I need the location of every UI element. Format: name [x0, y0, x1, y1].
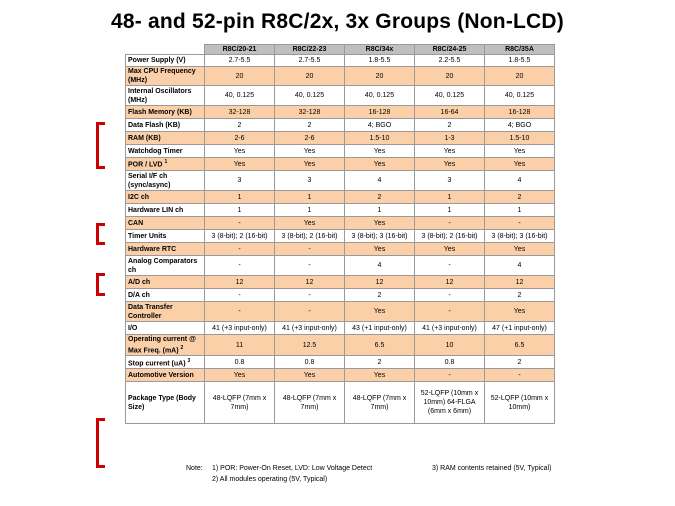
table-cell: 48-LQFP (7mm x 7mm) [205, 382, 275, 424]
table-cell: - [415, 217, 485, 230]
spec-table [125, 44, 555, 424]
header-row [126, 45, 555, 55]
table-cell: 3 [415, 171, 485, 191]
table-cell: 2 [205, 119, 275, 132]
table-cell: Yes [485, 145, 555, 158]
table-cell: 40, 0.125 [275, 86, 345, 106]
table-row [126, 335, 555, 356]
table-cell: 1.8-5.5 [485, 55, 555, 67]
table-cell: 40, 0.125 [415, 86, 485, 106]
table-cell: - [415, 302, 485, 322]
table-cell: Yes [345, 158, 415, 171]
table-cell: 52-LQFP (10mm x 10mm) [485, 382, 555, 424]
table-cell: Yes [415, 145, 485, 158]
table-cell: - [205, 256, 275, 276]
row-label-text: Serial I/F ch (sync/async) [128, 172, 171, 189]
row-label [126, 243, 205, 256]
table-cell: 2-6 [275, 132, 345, 145]
table-cell: 32-128 [205, 106, 275, 119]
table-cell: 4 [485, 256, 555, 276]
row-label [126, 382, 205, 424]
table-cell: 1 [205, 204, 275, 217]
table-cell: 2.7-5.5 [205, 55, 275, 67]
bracket-rtc [96, 273, 105, 296]
table-cell: Yes [415, 158, 485, 171]
table-cell: 2 [485, 356, 555, 369]
table-cell: 11 [205, 335, 275, 356]
table-cell: 12 [345, 276, 415, 289]
row-label-text: Timer Units [128, 232, 167, 240]
table-cell: 3 [205, 171, 275, 191]
row-label [126, 302, 205, 322]
table-cell: 0.8 [415, 356, 485, 369]
table-cell: 4; BGO [485, 119, 555, 132]
table-cell: Yes [205, 158, 275, 171]
row-label-text: I2C ch [128, 193, 150, 201]
row-label-text: Max CPU Frequency (MHz) [128, 68, 196, 84]
row-label [126, 86, 205, 106]
table-cell: Yes [345, 369, 415, 382]
table-row [126, 243, 555, 256]
table-cell: 1 [345, 204, 415, 217]
bracket-package [96, 418, 105, 468]
footnote-3: 3) RAM contents retained (5V, Typical) [432, 465, 552, 472]
table-cell: 0.8 [205, 356, 275, 369]
table-cell: 4; BGO [345, 119, 415, 132]
table-cell: 3 [275, 171, 345, 191]
table-cell: 12 [275, 276, 345, 289]
table-cell: Yes [205, 369, 275, 382]
row-label [126, 55, 205, 67]
table-row [126, 204, 555, 217]
table-cell: 3 (8-bit); 2 (16-bit) [275, 230, 345, 243]
footnote-marker: 1 [164, 159, 168, 166]
page-title: 48- and 52-pin R8C/2x, 3x Groups (Non-LCD) [111, 10, 564, 33]
table-cell: - [485, 217, 555, 230]
row-label-text: Analog Comparators ch [128, 257, 198, 274]
table-cell: - [415, 289, 485, 302]
table-row [126, 191, 555, 204]
table-cell: Yes [275, 369, 345, 382]
table-row [126, 276, 555, 289]
table-cell: 40, 0.125 [345, 86, 415, 106]
table-cell: - [205, 217, 275, 230]
table-row [126, 302, 555, 322]
row-label [126, 106, 205, 119]
table-row [126, 145, 555, 158]
table-cell: Yes [485, 158, 555, 171]
table-cell: 1.8-5.5 [345, 55, 415, 67]
table-cell: - [205, 243, 275, 256]
table-row [126, 289, 555, 302]
table-cell: 1.5-10 [345, 132, 415, 145]
table-cell: 12.5 [275, 335, 345, 356]
table-cell: Yes [205, 145, 275, 158]
table-cell: 2 [485, 191, 555, 204]
row-label [126, 276, 205, 289]
table-row [126, 230, 555, 243]
table-cell: - [205, 289, 275, 302]
table-cell: 43 (+1 input-only) [345, 322, 415, 335]
column-header: R8C/35A [485, 45, 555, 55]
footnote-marker: 2 [180, 345, 184, 351]
table-cell: 40, 0.125 [485, 86, 555, 106]
table-cell: 1-3 [415, 132, 485, 145]
table-row [126, 356, 555, 369]
row-label-text: Data Transfer Controller [128, 303, 173, 320]
row-label [126, 289, 205, 302]
table-cell: 1 [275, 204, 345, 217]
table-cell: 20 [275, 67, 345, 86]
row-label [126, 322, 205, 335]
note-prefix: Note: [186, 465, 203, 472]
table-cell: - [415, 256, 485, 276]
row-label [126, 132, 205, 145]
row-label-text: Flash Memory (KB) [128, 108, 192, 116]
table-cell: 41 (+3 input-only) [205, 322, 275, 335]
table-cell: 41 (+3 input-only) [275, 322, 345, 335]
table-cell: 4 [345, 256, 415, 276]
table-cell: 12 [415, 276, 485, 289]
table-cell: 1 [275, 191, 345, 204]
row-label-text: CAN [128, 219, 144, 227]
row-label-text: POR / LVD [128, 161, 163, 169]
table-row [126, 158, 555, 171]
table-cell: 48-LQFP (7mm x 7mm) [345, 382, 415, 424]
table-cell: Yes [485, 302, 555, 322]
table-cell: Yes [275, 158, 345, 171]
bracket-memory [96, 122, 105, 169]
table-cell: 1 [485, 204, 555, 217]
row-label [126, 171, 205, 191]
table-row [126, 369, 555, 382]
table-cell: Yes [415, 243, 485, 256]
row-label [126, 158, 205, 171]
table-row [126, 322, 555, 335]
table-cell: - [275, 243, 345, 256]
row-label-text: Internal Oscillators (MHz) [128, 87, 192, 104]
table-cell: 1.5-10 [485, 132, 555, 145]
table-cell: 2.2-5.5 [415, 55, 485, 67]
table-body [126, 55, 555, 424]
table-cell: 2 [485, 289, 555, 302]
table-cell: 2 [345, 191, 415, 204]
footnote-2: 2) All modules operating (5V, Typical) [212, 476, 328, 483]
table-cell: 2 [345, 289, 415, 302]
row-label-text: Power Supply (V) [128, 57, 186, 64]
table-cell: 2 [275, 119, 345, 132]
table-cell: - [275, 289, 345, 302]
table-cell: 47 (+1 input-only) [485, 322, 555, 335]
row-label [126, 145, 205, 158]
table-cell: Yes [275, 217, 345, 230]
table-cell: 3 (8-bit); 3 (16-bit) [345, 230, 415, 243]
table-cell: 20 [485, 67, 555, 86]
table-row [126, 256, 555, 276]
row-label [126, 356, 205, 369]
column-header: R8C/34x [345, 45, 415, 55]
footnote-marker: 3 [187, 357, 191, 364]
row-label-text: I/O [128, 324, 138, 332]
table-row [126, 55, 555, 67]
table-row [126, 217, 555, 230]
table-row [126, 132, 555, 145]
row-label-text: Automotive Version [128, 371, 194, 379]
row-label [126, 191, 205, 204]
table-cell: - [485, 369, 555, 382]
table-cell: 32-128 [275, 106, 345, 119]
table-cell: 10 [415, 335, 485, 356]
table-cell: 2 [345, 356, 415, 369]
row-label-text: Data Flash (KB) [128, 121, 181, 129]
column-header: R8C/24-25 [415, 45, 485, 55]
row-label [126, 369, 205, 382]
table-cell: 3 (8-bit); 3 (16-bit) [485, 230, 555, 243]
row-label-text: Operating current @ Max Freq. (mA) [128, 336, 196, 355]
row-label [126, 256, 205, 276]
table-cell: 20 [345, 67, 415, 86]
table-cell: 41 (+3 input-only) [415, 322, 485, 335]
table-cell: 4 [345, 171, 415, 191]
header-corner [126, 45, 205, 55]
table-cell: - [415, 369, 485, 382]
table-cell: Yes [485, 243, 555, 256]
table-cell: 52-LQFP (10mm x 10mm) 64-FLGA (6mm x 6mm) [415, 382, 485, 424]
table-cell: 3 (8-bit); 2 (16-bit) [415, 230, 485, 243]
table-cell: - [275, 256, 345, 276]
table-row [126, 86, 555, 106]
row-label [126, 217, 205, 230]
table-cell: 20 [415, 67, 485, 86]
row-label [126, 67, 205, 86]
row-label-text: Watchdog Timer [128, 147, 183, 155]
table-cell: 16-64 [415, 106, 485, 119]
row-label [126, 230, 205, 243]
table-cell: 20 [205, 67, 275, 86]
column-header: R8C/20-21 [205, 45, 275, 55]
table-row [126, 171, 555, 191]
table-cell: 6.5 [345, 335, 415, 356]
footnote-1: 1) POR: Power-On Reset, LVD: Low Voltage Detect [212, 465, 373, 472]
row-label [126, 204, 205, 217]
table-cell: 48-LQFP (7mm x 7mm) [275, 382, 345, 424]
row-label-text: Package Type (Body Size) [128, 394, 196, 411]
table-cell: 1 [415, 204, 485, 217]
row-label-text: Hardware LIN ch [128, 206, 184, 214]
table-cell: Yes [345, 145, 415, 158]
table-cell: Yes [345, 243, 415, 256]
row-label [126, 119, 205, 132]
row-label-text: RAM (KB) [128, 134, 161, 142]
table-cell: Yes [345, 217, 415, 230]
table-cell: 40, 0.125 [205, 86, 275, 106]
row-label-text: Hardware RTC [128, 245, 177, 253]
table-row [126, 106, 555, 119]
table-cell: 16-128 [485, 106, 555, 119]
table-cell: 2.7-5.5 [275, 55, 345, 67]
table-cell: 16-128 [345, 106, 415, 119]
table-cell: 1 [415, 191, 485, 204]
table-row [126, 67, 555, 86]
row-label-text: Stop current (uA) [128, 359, 186, 367]
table-row [126, 382, 555, 424]
highlight-brackets [96, 0, 110, 506]
bracket-lin [96, 223, 105, 245]
table-cell: 4 [485, 171, 555, 191]
row-label-text: A/D ch [128, 278, 151, 286]
row-label-text: D/A ch [128, 291, 150, 299]
table-cell: Yes [275, 145, 345, 158]
table-cell: 2-6 [205, 132, 275, 145]
column-header: R8C/22-23 [275, 45, 345, 55]
table-row [126, 119, 555, 132]
table-cell: 12 [205, 276, 275, 289]
table-cell: 6.5 [485, 335, 555, 356]
table-cell: - [275, 302, 345, 322]
table-cell: 3 (8-bit); 2 (16-bit) [205, 230, 275, 243]
table-cell: - [205, 302, 275, 322]
table-cell: 0.8 [275, 356, 345, 369]
table-cell: 1 [205, 191, 275, 204]
table-cell: 12 [485, 276, 555, 289]
table-cell: 2 [415, 119, 485, 132]
row-label [126, 335, 205, 356]
table-cell: Yes [345, 302, 415, 322]
